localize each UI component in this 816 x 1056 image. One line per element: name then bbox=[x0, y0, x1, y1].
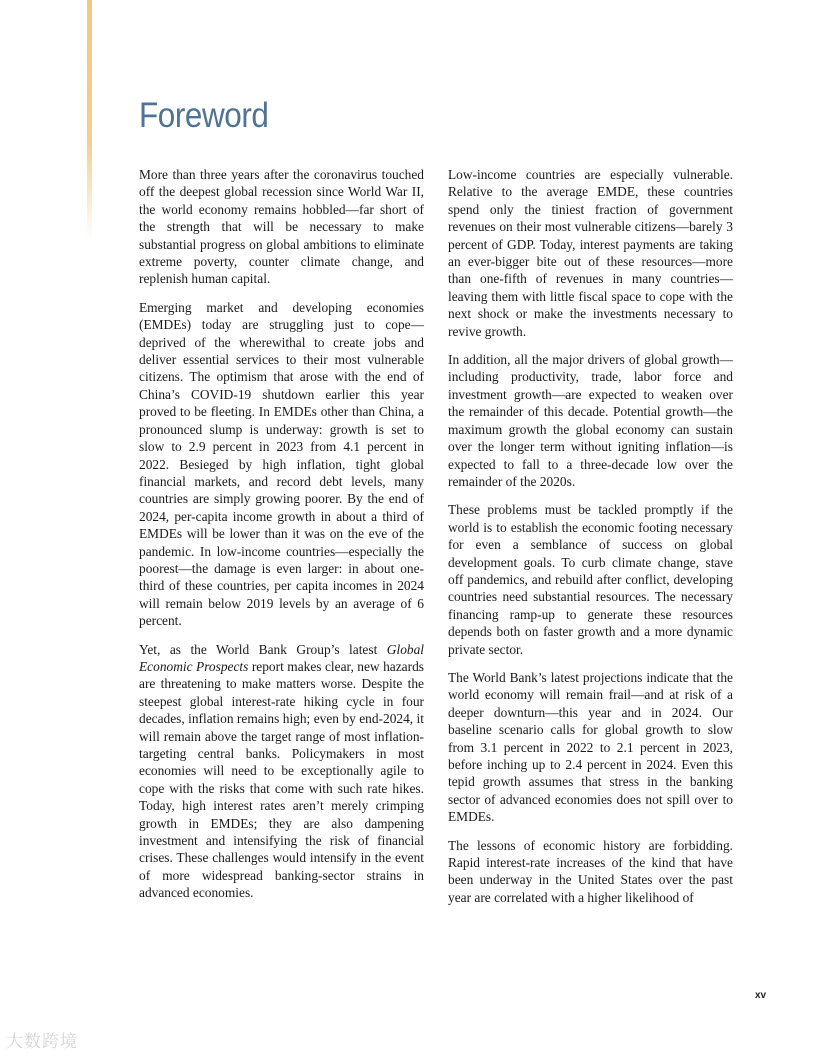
paragraph: More than three years after the coronavirus touched off the deepest global recession since World War II, the world economy remains hobbled—far short of the strength that will be necessary to make substantial progress on global ambitions to eliminate extreme poverty, counter climate change, and replenish human capital. bbox=[139, 167, 424, 287]
paragraph: Low-income countries are especially vulnerable. Relative to the average EMDE, these countries spend only the tiniest fraction of government revenues on their most vulnerable citizens—barely 3 percent of GDP. Today, interest payments are taking an ever-bigger bite out of these resources—more than one-fifth of revenues in many countries—leaving them with little fiscal space to cope with the next shock or make the investments necessary to revive growth. bbox=[448, 167, 733, 339]
paragraph bbox=[139, 641, 424, 902]
paragraph: These problems must be tackled promptly if the world is to establish the economic footing necessary for even a semblance of success on global development goals. To curb climate change, stave off pandemics, and rebuild after conflict, developing countries need substantial resources. The necessary financing ramp-up to generate these resources depends both on faster growth and a more dynamic private sector. bbox=[448, 502, 733, 657]
paragraph: The lessons of economic history are forbidding. Rapid interest-rate increases of the kind that have been underway in the United States over the past year are correlated with a higher likelihood of bbox=[448, 837, 733, 905]
right-column bbox=[448, 166, 733, 917]
paragraph: The World Bank’s latest projections indicate that the world economy will remain frail—and at risk of a deeper downturn—this year and in 2024. Our baseline scenario calls for global growth to slow from 3.1 percent in 2022 to 2.1 percent in 2023, before inching up to 2.4 percent in 2024. Even this tepid growth assumes that stress in the banking sector of advanced economies does not spill over to EMDEs. bbox=[448, 669, 733, 825]
watermark-logo bbox=[6, 1027, 78, 1052]
paragraph: Emerging market and developing economies (EMDEs) today are struggling just to cope—deprived of the wherewithal to create jobs and deliver essential services to their most vulnerable citizens. The optimism that arose with the end of China’s COVID-19 shutdown earlier this year proved to be fleeting. In EMDEs other than China, a pronounced slump is underway: growth is set to slow to 2.9 percent in 2023 from 4.1 percent in 2022. Besieged by high inflation, tight global financial markets, and record debt levels, many countries are simply growing poorer. By the end of 2024, per-capita income growth in about a third of EMDEs will be lower than it was on the eve of the pandemic. In low-income countries—especially the poorest—the damage is even larger: in about one-third of these countries, per capita incomes in 2024 will remain below 2019 levels by an average of 6 percent. bbox=[139, 299, 424, 629]
page-title: Foreword bbox=[139, 96, 269, 135]
text: Yet, as the World Bank Group’s latest bbox=[139, 641, 387, 657]
paragraph: In addition, all the major drivers of global growth—including productivity, trade, labor force and investment growth—are expected to weaken over the remainder of this decade. Potential growth—the maximum growth the global economy can sustain over the longer term without igniting inflation—is expected to fall to a three-decade low over the remainder of the 2020s. bbox=[448, 352, 733, 489]
watermark-text: 大数跨境 bbox=[6, 1032, 78, 1052]
report-title: Global Economic Prospects bbox=[139, 641, 424, 674]
page-number: xv bbox=[755, 990, 767, 1001]
decorative-accent-bar bbox=[87, 0, 92, 240]
left-column bbox=[139, 166, 424, 913]
text: report makes clear, new hazards are threatening to make matters worse. Despite the steepest global interest-rate hiking cycle in four decades, inflation remains high; even by end-2024, it will remain above the target range of most inflation-targeting central banks. Policymakers in most economies will need to be exceptionally agile to cope with the risks that come with such rate hikes. Today, high interest rates aren’t merely crimping growth in EMDEs; they are also dampening investment and intensifying the risk of financial crises. These challenges would intensify in the event of more widespread banking-sector strains in advanced economies. bbox=[139, 658, 424, 901]
